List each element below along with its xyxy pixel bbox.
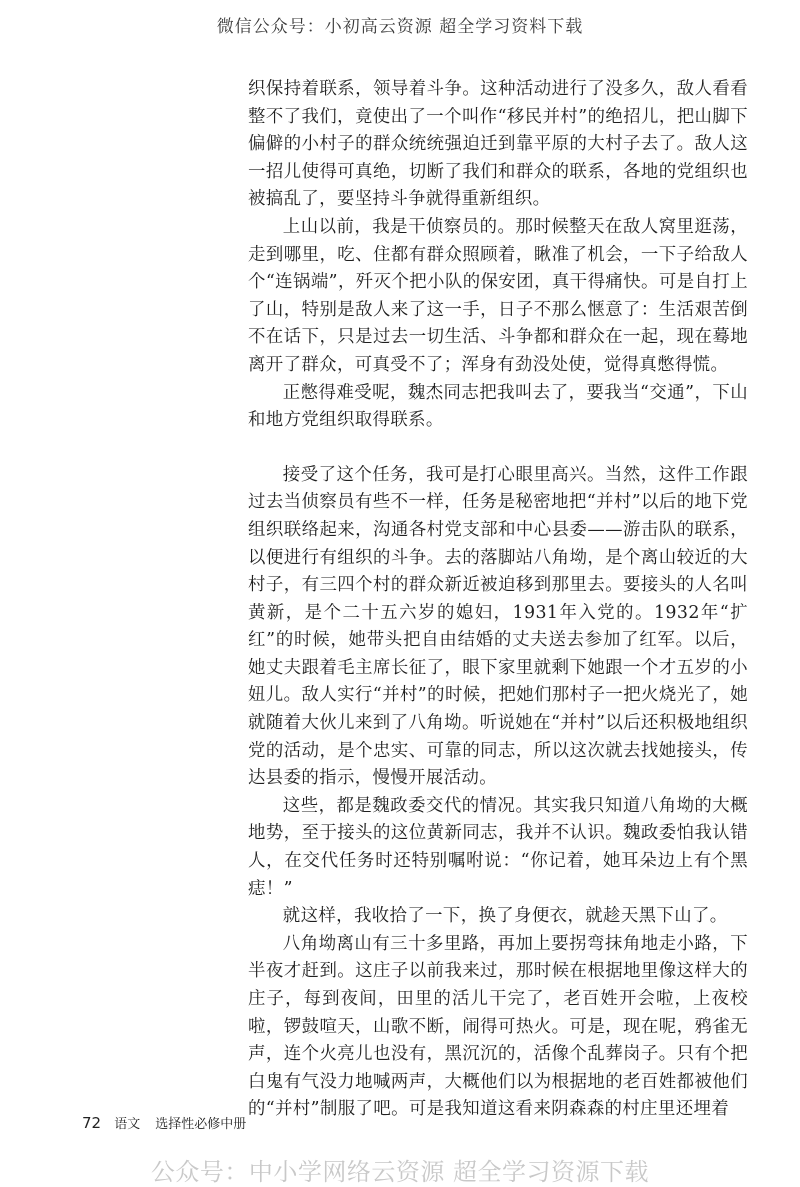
- book-title: 选择性必修中册: [155, 1117, 247, 1132]
- paragraph: 接受了这个任务，我可是打心眼里高兴。当然，这件工作跟过去当侦察员有些不一样，任务是秘密地把“并村”以后的地下党组织联络起来，沟通各村党支部和中心县委——游击队的联系，以便进行有组织的斗争。去的落脚站八角坳，是个离山较近的大村子，有三四个村的群众新近被迫移到那里去。要接头的人名叫黄新，是个二十五六岁的媳妇，1931年入党的。1932年“扩红”的时候，她带头把自由结婚的丈夫送去参加了红军。以后，她丈夫跟着毛主席长征了，眼下家里就剩下她跟一个才五岁的小妞儿。敌人实行“并村”的时候，把她们那村子一把火烧光了，她就随着大伙儿来到了八角坳。听说她在“并村”以后还积极地组织党的活动，是个忠实、可靠的同志，所以这次就去找她接头，传达县委的指示，慢慢开展活动。: [248, 464, 748, 789]
- paragraph-continued: 织保持着联系，领导着斗争。这种活动进行了没多久，敌人看看整不了我们，竟使出了一个叫作“移民并村”的绝招儿，把山脚下偏僻的小村子的群众统统强迫迁到靠平原的大村子去了。敌人这一招儿使得可真绝，切断了我们和群众的联系，各地的党组织也被搞乱了，要坚持斗争就得重新组织。: [248, 79, 748, 210]
- page-footer: [82, 1113, 246, 1132]
- page-number: 72: [82, 1114, 102, 1132]
- paragraph: 八角坳离山有三十多里路，再加上要拐弯抹角地走小路，下半夜才赶到。这庄子以前我来过，那时候在根据地里像这样大的庄子，每到夜间，田里的活儿干完了，老百姓开会啦，上夜校啦，锣鼓喧天，山歌不断，闹得可热火。可是，现在呢，鸦雀无声，连个火亮儿也没有，黑沉沉的，活像个乱葬岗子。只有个把白鬼有气没力地喊两声，大概他们以为根据地的老百姓都被他们的“并村”制服了吧。可是我知道这看来阴森森的村庄里还埋着: [248, 933, 748, 1120]
- paragraph: 上山以前，我是干侦察员的。那时候整天在敌人窝里逛荡，走到哪里，吃、住都有群众照顾着，瞅准了机会，一下子给敌人个“连锅端”，歼灭个把小队的保安团，真干得痛快。可是自打上了山，特别是敌人来了这一手，日子不那么惬意了：生活艰苦倒不在话下，只是过去一切生活、斗争都和群众在一起，现在蓦地离开了群众，可真受不了；浑身有劲没处使，觉得真憋得慌。: [248, 216, 748, 375]
- book-subject: 语文: [114, 1117, 141, 1132]
- paragraph: 这些，都是魏政委交代的情况。其实我只知道八角坳的大概地势，至于接头的这位黄新同志，我并不认识。魏政委怕我认错人，在交代任务时还特别嘱咐说：“你记着，她耳朵边上有个黑痣！”: [248, 795, 748, 899]
- watermark: 公众号：中小学网络云资源 超全学习资源下载: [150, 1158, 650, 1186]
- article-body: [248, 76, 748, 1124]
- section-break: [248, 435, 748, 462]
- header-banner: 微信公众号：小初高云资源 超全学习资料下载: [216, 17, 584, 37]
- paragraph: 正憋得难受呢，魏杰同志把我叫去了，要我当“交通”，下山和地方党组织取得联系。: [248, 382, 748, 431]
- paragraph: 就这样，我收拾了一下，换了身便衣，就趁天黑下山了。: [282, 906, 728, 927]
